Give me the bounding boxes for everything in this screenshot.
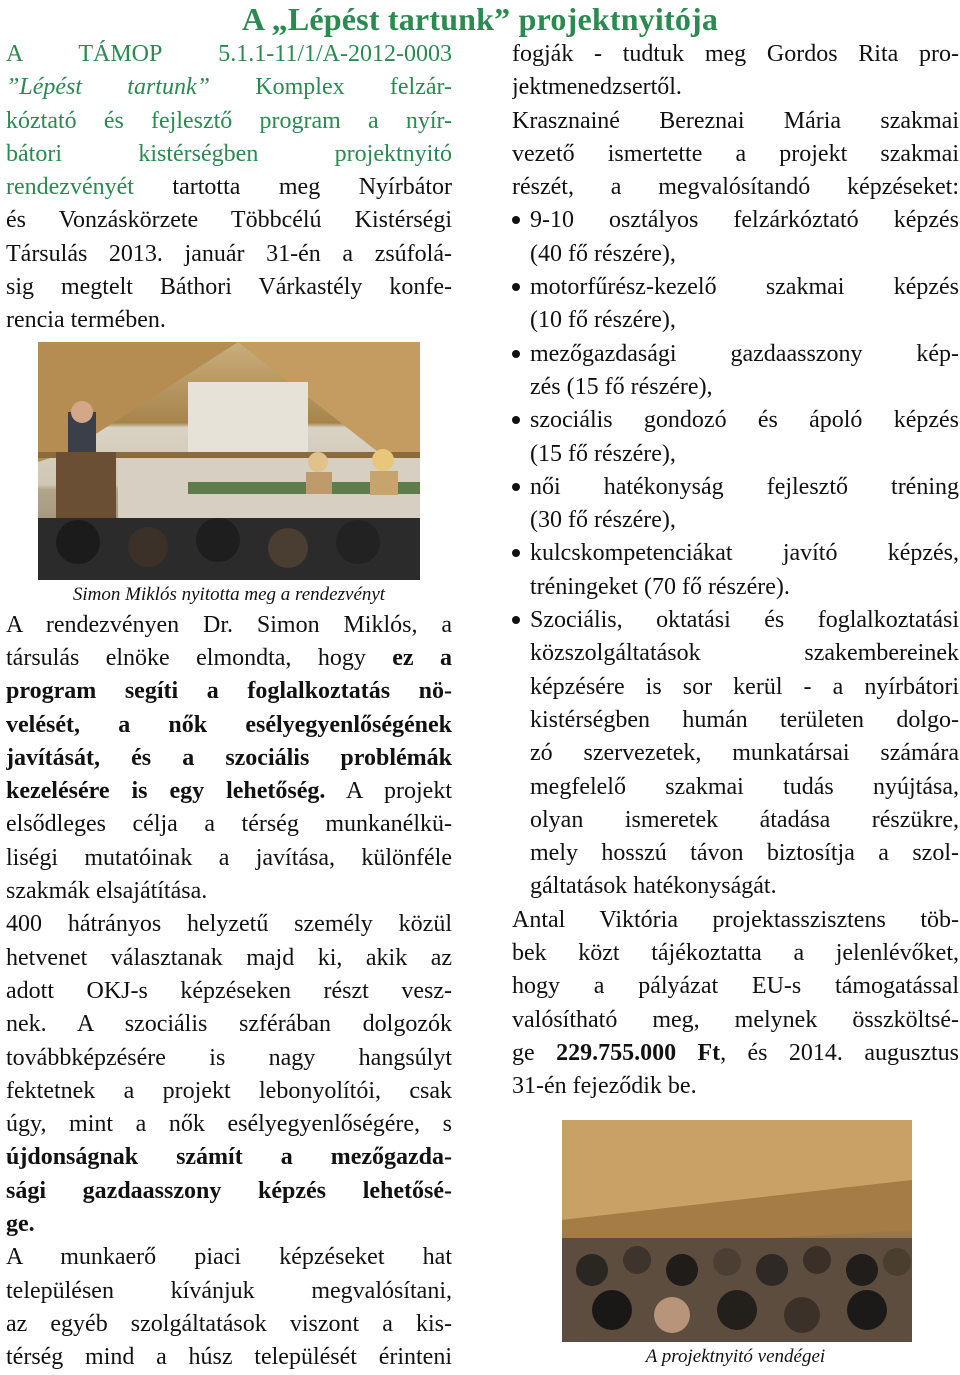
text-line: ge 229.755.000 Ft, és 2014. augusztus — [512, 1039, 959, 1066]
training-list-line: Szociális, oktatási és foglalkoztatási — [530, 607, 959, 634]
text-line: térség mind a húsz települését érinteni — [6, 1344, 452, 1371]
training-list-line: zó szervezetek, munkatársai számára — [530, 740, 959, 767]
training-list-line: tréningeket (70 fő részére). — [530, 573, 790, 600]
text-line: sági gazdaasszony képzés lehetősé- — [6, 1177, 452, 1204]
training-list-line: megfelelő szakmai tudás nyújtása, — [530, 773, 959, 800]
training-list-line: (10 fő részére), — [530, 307, 676, 334]
bullet-icon — [512, 283, 520, 291]
text-line: fektetnek a projekt lebonyolítói, csak — [6, 1077, 452, 1104]
training-list-line: szociális gondozó és ápoló képzés — [530, 407, 959, 434]
text-line: és Vonzáskörzete Többcélú Kistérségi — [6, 207, 452, 234]
training-list-line: zés (15 fő részére), — [530, 373, 713, 400]
training-list-line: kulcskompetenciákat javító képzés, — [530, 540, 959, 567]
training-list-item — [512, 338, 959, 405]
text-line: továbbképzésére is nagy hangsúlyt — [6, 1044, 452, 1071]
training-list-line: gáltatások hatékonyságát. — [530, 873, 777, 900]
training-list-item — [512, 404, 959, 471]
training-list-line: (15 fő részére), — [530, 440, 676, 467]
training-list-item — [512, 271, 959, 338]
right-column — [512, 38, 959, 1371]
bullet-icon — [512, 416, 520, 424]
text-line: A rendezvényen Dr. Simon Miklós, a — [6, 611, 452, 638]
training-list-line: közszolgáltatások szakembereinek — [530, 640, 959, 667]
bullet-icon — [512, 350, 520, 358]
training-list-line: (40 fő részére), — [530, 240, 676, 267]
speaker-photo — [38, 342, 420, 580]
text-line: elsődleges célja a térség munkanélkü- — [6, 811, 452, 838]
training-list-line: női hatékonyság fejlesztő tréning — [530, 473, 959, 500]
text-line: rencia termében. — [6, 307, 166, 334]
text-line: jektmenedzsertől. — [512, 74, 682, 101]
text-line: Társulás 2013. január 31-én a zsúfolá- — [6, 240, 452, 267]
text-line: 31-én fejeződik be. — [512, 1073, 697, 1100]
training-list-line: mezőgazdasági gazdaasszony kép- — [530, 340, 959, 367]
text-line: hetvenet választanak majd ki, akik az — [6, 944, 452, 971]
text-line: úgy, mint a nők esélyegyenlőségére, s — [6, 1111, 452, 1138]
audience-hall-illustration — [562, 1120, 912, 1342]
training-list-line: (30 fő részére), — [530, 507, 676, 534]
text-line: fogják - tudtuk meg Gordos Rita pro- — [512, 41, 959, 67]
text-line: ”Lépést tartunk” Komplex felzár- — [6, 74, 452, 101]
audience-photo — [562, 1120, 912, 1342]
text-line: program segíti a foglalkoztatás nö- — [6, 678, 452, 705]
text-line: szakmák elsajátítása. — [6, 878, 208, 905]
text-line: bátori kistérségben projektnyitó — [6, 140, 452, 167]
training-list-item — [512, 471, 959, 538]
text-line: az egyéb szolgáltatások viszont a kis- — [6, 1310, 452, 1337]
text-line: újdonságnak számít a mezőgazda- — [6, 1144, 452, 1171]
text-line: kóztató és fejlesztő program a nyír- — [6, 107, 452, 134]
bullet-icon — [512, 483, 520, 491]
photo-caption: A projektnyitó vendégei — [645, 1345, 826, 1367]
text-line: Antal Viktória projektasszisztens töb- — [512, 906, 959, 933]
bullet-icon — [512, 616, 520, 624]
training-list-line: mely hosszú távon biztosítja a szol- — [530, 840, 959, 867]
text-line: adott OKJ-s képzéseken részt vesz- — [6, 977, 452, 1004]
bullet-icon — [512, 549, 520, 557]
text-line: A TÁMOP 5.1.1-11/1/A-2012-0003 — [6, 41, 452, 67]
training-list-item — [512, 537, 959, 604]
text-line: liségi mutatóinak a javítása, különféle — [6, 844, 452, 871]
text-line: hogy a pályázat EU-s támogatással — [512, 973, 959, 1000]
text-line: velését, a nők esélyegyenlőségének — [6, 711, 452, 738]
training-list-item — [512, 604, 959, 904]
text-line: Krasznainé Bereznai Mária szakmai — [512, 107, 959, 134]
text-line: valósítható meg, melynek összköltsé- — [512, 1006, 959, 1033]
article-title: A „Lépést tartunk” projektnyitója — [241, 1, 719, 37]
training-list-line: olyan ismeretek átadása részükre, — [530, 806, 959, 833]
text-line: ge. — [6, 1211, 35, 1238]
text-line: A munkaerő piaci képzéseket hat — [6, 1244, 452, 1271]
text-line: sig megtelt Báthori Várkastély konfe- — [6, 274, 452, 301]
photo-caption: Simon Miklós nyitotta meg a rendezvényt — [72, 583, 386, 605]
training-list-line: 9-10 osztályos felzárkóztató képzés — [530, 207, 959, 234]
text-line: bek közt tájékoztatta a jelenlévőket, — [512, 940, 959, 967]
text-line: településen kívánjuk megvalósítani, — [6, 1277, 452, 1304]
text-line: vezető ismertette a projekt szakmai — [512, 140, 959, 167]
training-list-line: képzésére is sor kerül - a nyírbátori — [530, 673, 959, 700]
text-line: részét, a megvalósítandó képzéseket: — [512, 174, 959, 201]
text-line: nek. A szociális szférában dolgozók — [6, 1011, 452, 1038]
text-line: javítását, és a szociális problémák — [6, 744, 452, 771]
training-list — [512, 204, 959, 903]
text-line: rendezvényét tartotta meg Nyírbátor — [6, 174, 452, 201]
bullet-icon — [512, 216, 520, 224]
text-line: 400 hátrányos helyzetű személy közül — [6, 911, 452, 938]
training-list-item — [512, 204, 959, 271]
text-line: társulás elnöke elmondta, hogy ez a — [6, 644, 452, 671]
conference-stage-illustration — [38, 342, 420, 580]
training-list-line: motorfűrész-kezelő szakmai képzés — [530, 274, 959, 301]
training-list-line: kistérségben humán területen dolgo- — [530, 706, 959, 733]
text-line: kezelésére is egy lehetőség. A projekt — [6, 778, 452, 805]
left-column — [6, 38, 452, 1375]
